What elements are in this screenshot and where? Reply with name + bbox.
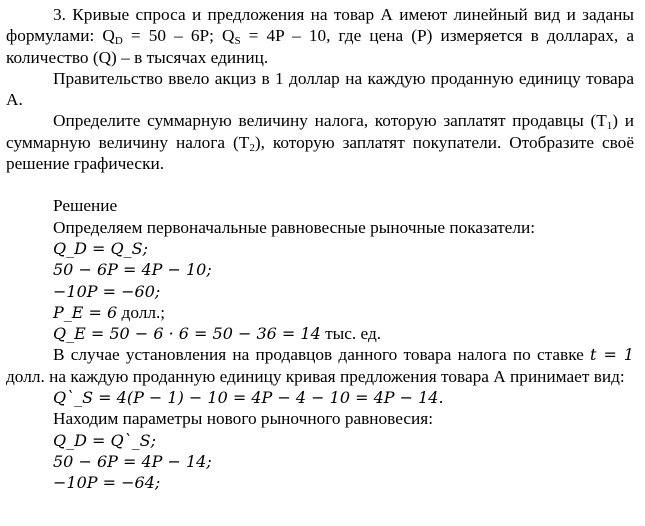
equation-2: 50 − 6P = 4P − 10;	[53, 260, 212, 280]
equation-3: −10P = −60;	[53, 281, 161, 301]
problem-paragraph-3: Определите суммарную величину налога, которую заплатят продавцы $(T_1)$ и суммарную величину налога $(T_2)$, которую заплатят покупатели. Отобразите своё решение графически.	[6, 111, 634, 174]
equation-1: Q_D = Q_S;	[53, 238, 148, 258]
equation-6: Q`_S = 4(P − 1) − 10 = 4P − 4 − 10 = 4P − 14.	[53, 388, 444, 408]
equation-5: Q_E = 50 − 6 · 6 = 50 − 36 = 14 тыс. ед.	[53, 324, 382, 344]
solution-intro: Определяем первоначальные равновесные рыночные показатели:	[53, 217, 536, 237]
solution-heading: Решение	[53, 196, 118, 216]
tax-paragraph: В случае установления на продавцов данного товара налога по ставке t = 1 долл. на каждую проданную единицу кривая предложения товара А принимает вид:	[6, 345, 634, 386]
equation-7: Q_D = Q`_S;	[53, 430, 156, 450]
document	[6, 4, 634, 494]
equation-4: P_E = 6 долл.;	[53, 302, 166, 322]
equation-9: −10P = −64;	[53, 473, 161, 493]
problem-paragraph-2: Правительство ввело акциз в 1 доллар на каждую проданную единицу товара А.	[6, 68, 634, 110]
problem-paragraph-1: 3. Кривые спроса и предложения на товар А имеют линейный вид и заданы формулами: $Q_D = 50 - 6P$; $Q_S = 4P - 10$, где цена (P) измеряется в долларах, а количество (Q) – в тысячах единиц.	[6, 5, 634, 67]
equation-8: 50 − 6P = 4P − 14;	[53, 451, 212, 471]
new-equilibrium-text: Находим параметры нового рыночного равновесия:	[53, 409, 434, 429]
